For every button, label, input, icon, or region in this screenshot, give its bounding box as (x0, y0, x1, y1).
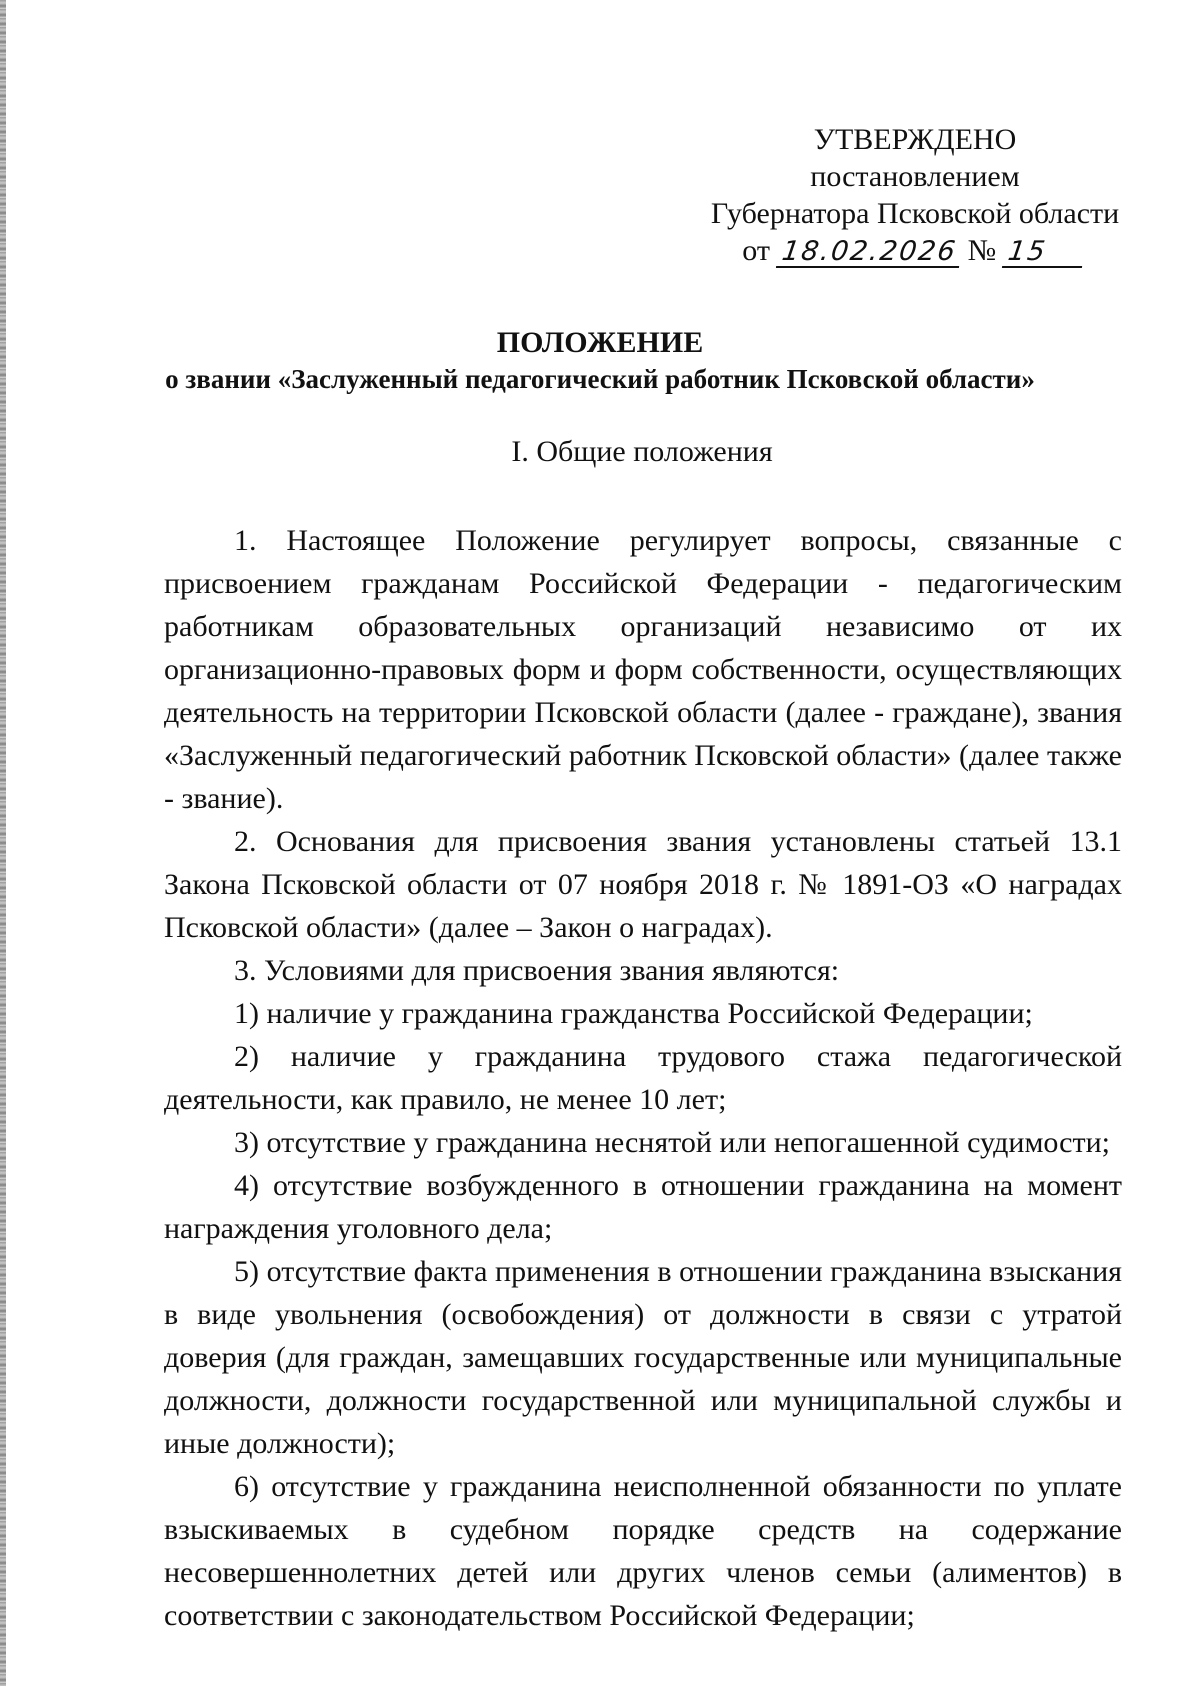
section-heading: I. Общие положения (511, 435, 773, 468)
condition-3: 3) отсутствие у гражданина неснятой или непогашенной судимости; (234, 1126, 1110, 1159)
document-body (164, 519, 1122, 1637)
handwritten-number: 15 (1002, 238, 1086, 268)
approval-stamp-block (700, 121, 1130, 269)
condition-2: 2) наличие у гражданина трудового стажа педагогической деятельности, как правило, не менее 10 лет; (164, 1040, 1122, 1116)
paragraph-1: 1. Настоящее Положение регулирует вопросы, связанные с присвоением гражданам Российской Федерации - педагогическим работникам образовательных организаций независимо от их организационно-правовых форм и форм собственности, осуществляющих деятельность на территории Псковской области (далее - граждане), звания «Заслуженный педагогический работник Псковской области» (далее также - звание). (164, 524, 1122, 815)
approval-line-governor: Губернатора Псковской области (710, 197, 1120, 230)
condition-5: 5) отсутствие факта применения в отношении гражданина взыскания в виде увольнения (освобождения) от должности в связи с утратой доверия (для граждан, замещавших государственные или муниципальные должности, должности государственной или муниципальной службы и иные должности); (164, 1255, 1122, 1460)
handwritten-date: 18.02.2026 (775, 238, 962, 268)
scan-edge (0, 0, 6, 1686)
document-subtitle: о звании «Заслуженный педагогический работник Псковской области» (165, 364, 1035, 394)
approval-line-approved: УТВЕРЖДЕНО (813, 123, 1017, 156)
condition-1: 1) наличие у гражданина гражданства Российской Федерации; (234, 997, 1033, 1030)
condition-4: 4) отсутствие возбужденного в отношении гражданина на момент награждения уголовного дела; (164, 1169, 1122, 1245)
approval-line-resolution: постановлением (810, 160, 1020, 193)
paragraph-3: 3. Условиями для присвоения звания являются: (234, 954, 840, 987)
date-prefix: от (742, 234, 770, 267)
document-title: ПОЛОЖЕНИЕ (496, 326, 704, 359)
approval-date-row (698, 232, 1128, 269)
number-prefix: № (967, 234, 997, 267)
condition-6: 6) отсутствие у гражданина неисполненной обязанности по уплате взыскиваемых в судебном порядке средств на содержание несовершеннолетних детей или других членов семьи (алиментов) в соответствии с законодательством Российской Федерации; (164, 1470, 1122, 1632)
paragraph-2: 2. Основания для присвоения звания установлены статьей 13.1 Закона Псковской области от 07 ноября 2018 г. № 1891-ОЗ «О наградах Псковской области» (далее – Закон о наградах). (164, 825, 1122, 944)
